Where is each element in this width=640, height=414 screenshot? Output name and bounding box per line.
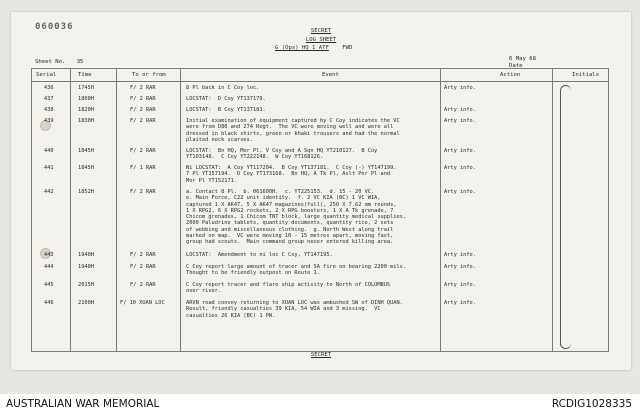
row-time: 2015H [78,282,94,288]
row-event: Ni LOCSTAT: A Coy YT117204. B Coy YT137181. C Coy (-) YT147199. 7 Pl YT157194. D Coy YT173168. Bn HQ, A Tk Pl, Aslt Pnr Pl and Mor Pl YT152171. [186,165,397,184]
row-serial: 446 [44,300,54,306]
col-time-header: Time [78,72,92,78]
row-event: 8 Pl back in C Coy loc. [186,85,260,91]
row-event: C Coy report tracer and flare ship activity to North of COLUMBUS over river. [186,282,391,295]
log-sheet-page [11,12,631,370]
row-to-from: F/ 2 RAR [130,252,156,258]
row-action: Arty info. [444,107,476,113]
row-serial: 443 [44,252,54,258]
row-time: 1940H [78,264,94,270]
column-divider [116,69,117,351]
classification-top: SECRET [310,28,332,34]
row-event: C Coy report large amount of tracer and SA fire on bearing 2200 mils. Thought to be friendly outpost on Route 1. [186,264,407,277]
classification-bottom: SECRET [310,352,332,358]
row-action: Arty info. [444,264,476,270]
document-number: 060036 [35,22,74,32]
row-serial: 442 [44,189,54,195]
row-time: 1852H [78,189,94,195]
row-time: 1820H [78,107,94,113]
column-divider [552,69,553,351]
date-value: 6 May 68 [509,56,536,62]
row-time: 2100H [78,300,94,306]
row-event: LOCSTAT: D Coy YT137179. [186,96,266,102]
col-to-from-header: To or from [132,72,166,78]
row-serial: 440 [44,148,54,154]
sheet-label: Sheet No. [35,59,66,65]
column-divider [440,69,441,351]
row-serial: 439 [44,118,54,124]
unit-suffix: FWD [342,45,353,51]
row-time: 1940H [78,252,94,258]
log-sheet-title: LOG SHEET [305,37,337,43]
row-to-from: F/ 10 XUAN LOC [120,300,165,306]
row-serial: 444 [44,264,54,270]
row-serial: 441 [44,165,54,171]
row-event: a. Contact 8 Pl. b. 061600H. c. YT225153. d. 15 - 20 VC. e. Main Force, C22 unit identity. f. 2 VC KIA (BC) 1 VC WIA, captured 1 X AK47, 5 X AK47 magazines(full), 250 X 7.62 mm rounds, 1 X RPG2, 6 X RPG2 rockets, 2 X RPG boosters, 1 X A Tk grenade, 7 Chicom grenades, 1 Chicom TNT block, large quantity medical supplies, 2000 Paludrine tablets, quantity documents, quantity rice, 2 sets of webbing and miscellaneous clothing. g. North West along trail marked on map. VC were moving 10 - 15 metres apart, moving fast, group had scouts. Main command group never entered killing area. [186,189,407,246]
row-action: Arty info. [444,189,476,195]
col-serial-header: Serial [36,72,57,78]
col-event-header: Event [322,72,339,78]
unit-name: G (Ops) HQ 1 ATF [275,45,329,51]
row-time: 1830H [78,118,94,124]
archive-footer-strip [0,394,640,414]
column-divider [180,69,181,351]
row-to-from: F/ 2 RAR [130,264,156,270]
row-to-from: F/ 2 RAR [130,189,156,195]
sheet-number: 35 [76,59,84,65]
col-initials-header: Initials [572,72,599,78]
row-event: LOCSTAT: B Coy YT137181. [186,107,266,113]
date-label: Date [509,63,523,69]
row-to-from: F/ 2 RAR [130,118,156,124]
col-action-header: Action [500,72,521,78]
row-to-from: F/ 1 RAR [130,165,156,171]
row-action: Arty info. [444,282,476,288]
row-action: Arty info. [444,165,476,171]
row-event: LOCSTAT: Amendment to ni loc C Coy, YT147195. [186,252,333,258]
table-header [32,69,608,82]
row-serial: 437 [44,96,54,102]
row-event: ARVN road convoy returning to XUAN LOC was ambushed SW of DINH QUAN. Result, friendly casualties 39 KIA, 54 WIA and 3 missing. VC casualties 26 KIA (BC) 1 PW. [186,300,403,319]
row-to-from: F/ 2 RAR [130,96,156,102]
row-to-from: F/ 2 RAR [130,85,156,91]
column-divider [70,69,71,351]
row-time: 1745H [78,85,94,91]
archive-record-id: RCDIG1028335 [551,398,632,410]
unit-line [275,45,352,51]
margin-bracket-mark [560,85,571,349]
row-event: LOCSTAT: Bn HQ, Mor Pl, V Coy and A Sqn HQ YT210127. B Coy YT103148. C Coy YT222148. W Coy YT168126. [186,148,378,161]
row-to-from: F/ 2 RAR [130,148,156,154]
row-action: Arty info. [444,85,476,91]
row-to-from: F/ 2 RAR [130,282,156,288]
row-action: Arty info. [444,118,476,124]
row-action: Arty info. [444,148,476,154]
archive-credit: AUSTRALIAN WAR MEMORIAL [6,398,160,410]
log-table [31,68,609,352]
row-serial: 436 [44,85,54,91]
row-time: 1800H [78,96,94,102]
sheet-number-field [35,59,83,65]
row-event: Initial examination of equipment captured by C Coy indicates the VC were from D80 and 274 Regt. The VC were moving well and were all dressed in black shirts, green or khaki trousers and had the normal plaited neck scarves. [186,118,400,143]
row-action: Arty info. [444,252,476,258]
row-time: 1845H [78,148,94,154]
row-action: Arty info. [444,300,476,306]
row-time: 1845H [78,165,94,171]
row-serial: 445 [44,282,54,288]
row-serial: 438 [44,107,54,113]
row-to-from: F/ 2 RAR [130,107,156,113]
